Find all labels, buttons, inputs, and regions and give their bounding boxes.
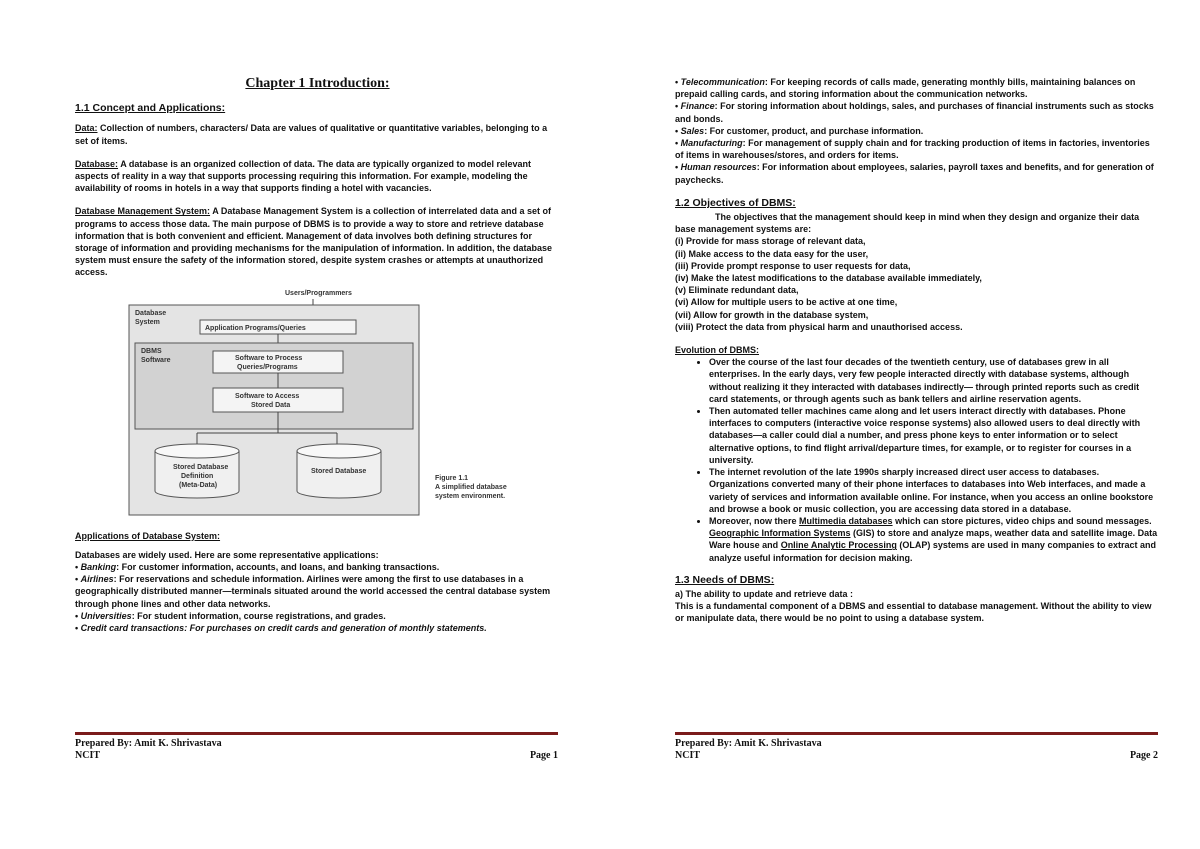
app-text: : For customer information, accounts, and loans, and banking transactions. <box>116 562 440 573</box>
app-text: : For information about employees, salaries, payroll taxes and benefits, and for generation of paychecks. <box>675 162 1154 185</box>
page-2 <box>600 0 1200 849</box>
evo4-text-a: Moreover, now there <box>709 515 800 526</box>
app-text: : For storing information about holdings, sales, and purchases of financial instruments such as stocks and bonds. <box>675 101 1154 124</box>
footer-row <box>675 738 1158 750</box>
access-data-label-2: Stored Data <box>251 401 291 409</box>
database-term: Database: <box>75 158 119 169</box>
gis-link[interactable]: Geographic Information Systems <box>709 528 851 539</box>
process-queries-label-2: Queries/Programs <box>237 363 298 371</box>
footer-rule <box>75 732 558 735</box>
app-term: Banking <box>80 562 117 573</box>
app-item: • Sales: For customer, product, and purchase information. <box>675 125 924 136</box>
app-term: Sales <box>680 125 705 136</box>
objectives-heading: 1.2 Objectives of DBMS: <box>675 196 796 209</box>
needs-subheading: a) The ability to update and retrieve data : <box>675 588 854 599</box>
app-item: • Credit card transactions: For purchases on credit cards and generation of monthly statements. <box>75 623 487 634</box>
diagram-users-label: Users/Programmers <box>285 289 352 297</box>
app-term: Human resources <box>680 162 757 173</box>
app-term: Airlines <box>80 574 114 585</box>
evo4-text-b: which can store pictures, video chips and sound messages. <box>892 515 1152 526</box>
applications-heading: Applications of Database System: <box>75 530 221 541</box>
footer-row <box>675 750 1158 762</box>
footer-author: Prepared By: Amit K. Shrivastava <box>675 738 822 749</box>
footer-rule <box>675 732 1158 735</box>
data-term: Data: <box>75 123 98 134</box>
needs-heading: 1.3 Needs of DBMS: <box>675 573 775 586</box>
objectives-intro: The objectives that the management should keep in mind when they design and organize their data base management systems are: <box>675 212 1140 235</box>
app-text: : For student information, course registrations, and grades. <box>131 610 386 621</box>
database-system-label-2: System <box>135 318 160 326</box>
multimedia-databases-link[interactable]: Multimedia databases <box>799 515 893 526</box>
dbms-software-label: DBMS <box>141 347 162 355</box>
olap-link[interactable]: Online Analytic Processing <box>780 540 897 551</box>
database-system-label: Database <box>135 309 167 317</box>
dbms-term: Database Management System: <box>75 206 211 217</box>
dbms-definition <box>75 205 560 278</box>
footer-row <box>75 750 558 762</box>
page-1-body <box>75 78 560 634</box>
evolution-item: • Over the course of the last four decades of the twentieth century, use of databases grew in all enterprises. In the early days, very few people interacted directly with database systems, although without realizing it they interacted with databases indirectly— through printed reports such as credit card statements, or through agents such as bank tellers and airline reservation agents. <box>709 356 1160 405</box>
app-text: : For customer, product, and purchase information. <box>704 125 924 136</box>
needs-text: This is a fundamental component of a DBMS and essential to database management. Without the ability to view or manipulate data, there would be no point to using a database system. <box>675 601 1152 624</box>
process-queries-label: Software to Process <box>235 354 303 362</box>
objective-item: (v) Eliminate redundant data, <box>675 285 799 296</box>
evolution-item <box>709 515 1160 564</box>
metadata-label: Stored Database <box>173 463 229 471</box>
evolution-item: • Then automated teller machines came along and let users interact directly with databases. Phone interfaces to computers (interactive voice response systems) also allowed users to deal directly with databases—a caller could dial a number, and press phone keys to enter information or to select alternative options, to find flight arrival/departure times, for example, or to register for courses in a university. <box>709 405 1160 466</box>
app-item: • Airlines: For reservations and schedule information. Airlines were among the first to use databases in a geographically distributed manner—terminals situated around the world accessed the central database system through phone lines and other data networks. <box>75 574 551 609</box>
app-term: Telecommunication <box>680 77 765 87</box>
footer-institution: NCIT <box>675 750 701 761</box>
app-programs-label: Application Programs/Queries <box>205 324 306 332</box>
access-data-label: Software to Access <box>235 392 300 400</box>
dbms-diagram-svg <box>125 285 525 520</box>
metadata-label-3: (Meta-Data) <box>179 481 218 489</box>
objective-item: (ii) Make access to the data easy for the user, <box>675 248 869 259</box>
dbms-def-text: A Database Management System is a collection of interrelated data and a set of programs to access those data. The main purpose of DBMS is to provide a way to store and retrieve database information that is both convenient and efficient. Management of data involves both defining structures for storage of information and providing mechanisms for the manipulation of information. In addition, the database system must ensure the safety of the information stored, despite system crashes or attempts at unauthorized access. <box>75 206 553 278</box>
page-1-footer <box>75 732 558 762</box>
metadata-cylinder <box>155 444 239 498</box>
evolution-item: • The internet revolution of the late 1990s sharply increased direct user access to databases. Organizations converted many of their phone interfaces to databases into Web interfaces, and made a variety of services and information available online. For instance, when you access an online bookstore and browse a book or music collection, you are accessing data stored in a database. <box>709 466 1160 515</box>
app-term: Credit card transactions <box>80 623 185 634</box>
app-item: • Manufacturing: For management of supply chain and for tracking production of items in factories, inventories of items in warehouses/stores, and orders for items. <box>675 138 1150 161</box>
app-term: Universities <box>80 610 132 621</box>
chapter-title: Chapter 1 Introduction: <box>245 76 390 91</box>
footer-institution: NCIT <box>75 750 101 761</box>
page-2-footer <box>675 732 1158 762</box>
metadata-label-2: Definition <box>181 472 214 480</box>
app-text: : For keeping records of calls made, generating monthly bills, maintaining balances on prepaid calling cards, and storing information about the communication networks. <box>675 77 1136 100</box>
figure-caption-3: system environment. <box>435 492 506 500</box>
database-definition <box>75 158 560 195</box>
objective-item: (vi) Allow for multiple users to be active at one time, <box>675 297 898 308</box>
app-text: : For purchases on credit cards and generation of monthly statements. <box>184 623 487 634</box>
footer-page-number: Page 1 <box>529 750 558 761</box>
data-def-text: Collection of numbers, characters/ Data are values of qualitative or quantitative variables, belonging to a set of items. <box>75 123 548 146</box>
app-text: : For reservations and schedule information. Airlines were among the first to use databases in a geographically distributed manner—terminals situated around the world accessed the central database system through phone lines and other data networks. <box>75 574 551 609</box>
evo4-text-d: (OLAP) systems are used in many companies to extract and analyze useful information for decision making. <box>709 540 1156 563</box>
applications-intro: Databases are widely used. Here are some representative applications: <box>75 549 379 560</box>
app-item: • Banking: For customer information, accounts, and loans, and banking transactions. <box>75 562 440 573</box>
figure-caption-2: A simplified database <box>435 483 507 491</box>
evo4-text-c: (GIS) to store and analyze maps, weather data and satellite image. Data Ware house and <box>709 528 1158 551</box>
app-term: Finance <box>680 101 715 112</box>
evolution-list <box>675 356 1160 563</box>
objective-item: (i) Provide for mass storage of relevant data, <box>675 236 866 247</box>
footer-row <box>75 738 558 750</box>
objective-item: (iii) Provide prompt response to user requests for data, <box>675 260 911 271</box>
dbms-software-label-2: Software <box>141 356 171 364</box>
footer-page-number: Page 2 <box>1129 750 1158 761</box>
app-term: Manufacturing <box>680 138 743 149</box>
section-heading-concept: 1.1 Concept and Applications: <box>75 102 226 115</box>
objective-item: (vii) Allow for growth in the database system, <box>675 309 869 320</box>
figure-caption-1: Figure 1.1 <box>435 474 469 482</box>
objective-item: (viii) Protect the data from physical harm and unauthorised access. <box>675 321 963 332</box>
app-item: • Universities: For student information, course registrations, and grades. <box>75 610 386 621</box>
dbms-diagram <box>125 285 525 520</box>
app-item: • Human resources: For information about employees, salaries, payroll taxes and benefits, and for generation of paychecks. <box>675 162 1154 185</box>
app-text: : For management of supply chain and for tracking production of items in factories, inventories of items in warehouses/stores, and orders for items. <box>675 138 1150 161</box>
footer-author: Prepared By: Amit K. Shrivastava <box>75 738 222 749</box>
objective-item: (iv) Make the latest modifications to the database available immediately, <box>675 273 982 284</box>
stored-database-label: Stored Database <box>311 467 367 475</box>
app-item: • Telecommunication: For keeping records of calls made, generating monthly bills, maintaining balances on prepaid calling cards, and storing information about the communication networks. <box>675 77 1136 100</box>
evolution-heading: Evolution of DBMS: <box>675 345 759 356</box>
database-def-text: A database is an organized collection of data. The data are typically organized to model relevant aspects of reality in a way that supports processing requiring this information. For example, modeling the availability of rooms in hotels in a way that supports finding a hotel with vacancies. <box>75 158 531 194</box>
data-definition <box>75 122 560 146</box>
app-item: • Finance: For storing information about holdings, sales, and purchases of financial instruments such as stocks and bonds. <box>675 101 1154 124</box>
page-2-body <box>675 76 1160 625</box>
